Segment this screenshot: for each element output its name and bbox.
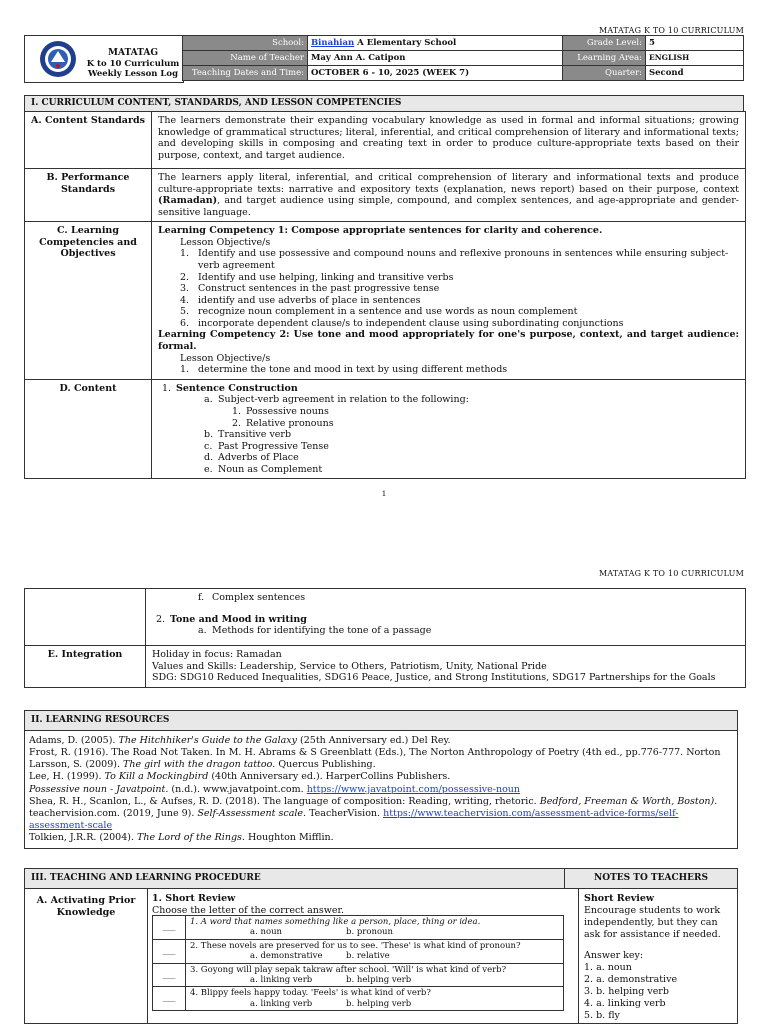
objective-4: 4. identify and use adverbs of place in sentences: [180, 294, 421, 306]
content-item-b: b. Transitive verb: [204, 429, 292, 441]
resource-6: Shea, R. H., Scanlon, L., & Aufses, R. D. (2018). The language of composition: Reading, writing, rhetoric. Bedford, Freeman & Worth, Boston).: [29, 795, 718, 807]
objectives-list-2: [158, 364, 739, 376]
perf-text-bold: (Ramadan): [158, 195, 218, 207]
answer-list: [584, 962, 732, 1023]
question-choices: [190, 927, 559, 937]
activating-cell: [147, 888, 579, 1024]
content-item-a: a. Subject-verb agreement in relation to the following:: [204, 394, 469, 406]
question-text-block: [186, 916, 563, 939]
content-cell: [152, 379, 746, 479]
question-text-block: [186, 964, 563, 987]
area-label: Learning Area:: [563, 51, 646, 66]
performance-standards-text: [152, 168, 746, 221]
perf-text-1: The learners apply literal, inferential, and critical comprehension of literary and informational texts and produce culture-appropriate texts: narrative and expository texts (explanation, news report) based on their purpose, context: [158, 171, 739, 195]
objectives-list-1: [158, 248, 739, 329]
content-continued-table: [24, 588, 746, 688]
logo-cell: [24, 35, 184, 83]
review-title: 1. Short Review: [152, 892, 236, 904]
question-text: 4. Blippy feels happy today. 'Feels' is what kind of verb?: [190, 988, 431, 999]
perf-text-2: , and target audience using simple, compound, and complex sentences, and age-appropriate and gender-sensitive language.: [158, 195, 739, 218]
question-choices: [190, 975, 559, 985]
procedure-header-row: [24, 868, 738, 889]
section-curriculum: [24, 95, 744, 479]
teachervision-link[interactable]: https://www.teachervision.com/assessment-advice-forms/self-assessment-scale: [29, 807, 679, 832]
procedure-title: III. TEACHING AND LEARNING PROCEDURE: [24, 868, 565, 889]
answer-blank[interactable]: ___: [153, 964, 186, 987]
performance-standards-label: B. Performance Standards: [25, 168, 152, 221]
content-item-2: 2. Tone and Mood in writing: [156, 613, 307, 625]
objective-2: 2. Identify and use helping, linking and transitive verbs: [180, 271, 454, 283]
deped-seal-icon: [39, 40, 77, 78]
page-number: 1: [381, 489, 387, 498]
objective-5: 5. recognize noun complement in a sentence and use words as noun complement: [180, 306, 578, 318]
objective-label-2: Lesson Objective/s: [180, 352, 271, 364]
resource-4: Lee, H. (1999). To Kill a Mockingbird (40th Anniversary ed.). HarperCollins Publishers.: [29, 771, 451, 783]
objective-3: 3. Construct sentences in the past progressive tense: [180, 283, 440, 295]
answer-item: 5. b. fly: [584, 1010, 620, 1022]
question-choices: [190, 999, 559, 1009]
resource-7: teachervision.com. (2019, June 9). Self-Assessment scale. TeacherVision. https://www.teachervision.com/assessment-advice-forms/self-assessment-scale: [29, 807, 679, 832]
content-standards-text: The learners demonstrate their expanding vocabulary knowledge as used in formal and informal situations; growing knowledge of grammatical structures; literal, inferential, and critical comprehension of literary and informational texts; and developing skills in composing and creating text in order to produce culture-appropriate texts based on their purpose, context, and target audience.: [152, 111, 746, 168]
integration-label: E. Integration: [25, 646, 146, 688]
content-item-1: 1. Sentence Construction: [162, 382, 298, 394]
competencies-label: C. Learning Competencies and Objectives: [25, 222, 152, 380]
content-continued-cell: [146, 589, 746, 646]
resources-title: II. LEARNING RESOURCES: [24, 710, 738, 731]
question-row: [152, 986, 564, 1011]
header-block: [24, 35, 744, 83]
section1-title: I. CURRICULUM CONTENT, STANDARDS, AND LESSON COMPETENCIES: [24, 95, 744, 112]
school-value-rest: A Elementary School: [354, 37, 457, 48]
content-item-d: d. Adverbs of Place: [204, 452, 299, 464]
notes-head: Short Review: [584, 892, 655, 904]
answer-item: 4. a. linking verb: [584, 998, 666, 1010]
grade-label: Grade Level:: [563, 36, 646, 51]
integration-cell: [146, 646, 746, 688]
resource-8: Tolkien, J.R.R. (2004). The Lord of the Rings. Houghton Mifflin.: [29, 832, 334, 844]
choice-a[interactable]: a. linking verb: [250, 974, 313, 985]
competency-2: Learning Competency 2: Use tone and mood appropriately for one's purpose, context, and target audience: formal.: [158, 329, 739, 353]
question-text: 2. These novels are preserved for us to see. 'These' is what kind of pronoun?: [190, 940, 521, 951]
question-text-block: [186, 940, 563, 963]
content-item-2a: a. Methods for identifying the tone of a passage: [198, 625, 432, 637]
answer-blank[interactable]: ___: [153, 916, 186, 939]
content-item-f: f. Complex sentences: [198, 592, 306, 603]
integration-line-2: Values and Skills: Leadership, Service to Others, Patriotism, Unity, National Pride: [152, 660, 547, 672]
school-label: School:: [183, 36, 308, 51]
answer-blank[interactable]: ___: [153, 940, 186, 963]
integration-line-1: Holiday in focus: Ramadan: [152, 649, 282, 660]
resource-2: Frost, R. (1916). The Road Not Taken. In M. H. Abrams & S Greenblatt (Eds.), The Norton Anthropology of Poetry (4th ed., pp.776-777. Norton: [29, 747, 721, 759]
question-text: 1. A word that names something like a person, place, thing or idea.: [190, 917, 481, 928]
dates-label: Teaching Dates and Time:: [183, 66, 308, 81]
procedure-body-row: [24, 888, 738, 1024]
review-instructions: Choose the letter of the correct answer.: [152, 904, 345, 916]
section-procedure: [24, 868, 738, 1024]
area-value: ENGLISH: [646, 51, 744, 66]
choice-b[interactable]: b. pronoun: [346, 927, 394, 938]
header-table: [182, 35, 744, 81]
question-text-block: [186, 987, 563, 1010]
question-choices: [190, 951, 559, 961]
quarter-label: Quarter:: [563, 66, 646, 81]
choice-b[interactable]: b. helping verb: [346, 974, 412, 985]
logo-sub1: K to 10 Curriculum: [86, 59, 180, 69]
resource-1: Adams, D. (2005). The Hitchhiker's Guide to the Galaxy (25th Anniversary ed.) Del Rey.: [29, 734, 451, 746]
choice-a[interactable]: a. linking verb: [250, 998, 313, 1009]
competency-1: Learning Competency 1: Compose appropriate sentences for clarity and coherence.: [158, 225, 603, 237]
teacher-value: May Ann A. Catipon: [308, 51, 563, 66]
school-value: [308, 36, 563, 51]
objective2-1: 1. determine the tone and mood in text by using different methods: [180, 364, 508, 376]
section1-table: [24, 111, 746, 479]
choice-a[interactable]: a. demonstrative: [250, 951, 323, 962]
logo-title: MATATAG: [107, 48, 159, 58]
objective-label-1: Lesson Objective/s: [180, 236, 271, 248]
school-link[interactable]: Binahian: [311, 37, 355, 48]
answer-blank[interactable]: ___: [153, 987, 186, 1010]
empty-label-cell: [25, 589, 146, 646]
answer-item: 2. a. demonstrative: [584, 973, 678, 985]
grade-value: 5: [646, 36, 744, 51]
content-item-a1: 1. Possessive nouns: [232, 405, 329, 417]
teacher-label: Name of Teacher: [183, 51, 308, 66]
choice-b[interactable]: b. helping verb: [346, 998, 412, 1009]
resource-5: Possessive noun - Javatpoint. (n.d.). www.javatpoint.com. https://www.javatpoint.com/possessive-noun: [29, 783, 521, 795]
integration-line-3: SDG: SDG10 Reduced Inequalities, SDG16 Peace, Justice, and Strong Institutions, SDG17 Partnerships for the Goals: [152, 672, 716, 684]
objective-1: 1. Identify and use possessive and compound nouns and reflexive pronouns in sentences while ensuring subject-verb agreement: [180, 248, 729, 272]
content-item-e: e. Noun as Complement: [204, 463, 323, 475]
content-item-a2: 2. Relative pronouns: [232, 417, 334, 429]
content-label: D. Content: [25, 379, 152, 479]
competencies-cell: [152, 222, 746, 380]
javatpoint-link[interactable]: https://www.javatpoint.com/possessive-noun: [306, 783, 521, 795]
question-row: [152, 915, 564, 940]
choice-a[interactable]: a. noun: [250, 927, 283, 938]
notes-text: Encourage students to work independently, but they can ask for assistance if needed.: [584, 905, 721, 941]
resources-list: [24, 731, 738, 849]
question-text: 3. Goyong will play sepak takraw after school. 'Will' is what kind of verb?: [190, 964, 507, 975]
question-row: [152, 963, 564, 988]
question-row: [152, 939, 564, 964]
answer-item: 3. b. helping verb: [584, 986, 669, 998]
activating-label: A. Activating Prior Knowledge: [24, 888, 148, 1024]
resource-3: Larsson, S. (2009). The girl with the dragon tattoo. Quercus Publishing.: [29, 759, 376, 771]
quarter-value: Second: [646, 66, 744, 81]
curriculum-label: MATATAG K TO 10 CURRICULUM: [598, 26, 744, 35]
choice-b[interactable]: b. relative: [346, 951, 390, 962]
curriculum-label-page2: MATATAG K TO 10 CURRICULUM: [598, 569, 744, 578]
review-questions: [152, 915, 564, 1011]
dates-value: OCTOBER 6 - 10, 2025 (WEEK 7): [308, 66, 563, 81]
notes-cell: [578, 888, 738, 1024]
notes-title: NOTES TO TEACHERS: [564, 868, 738, 889]
section-resources: [24, 710, 738, 849]
answer-key-label: Answer key:: [584, 949, 644, 961]
objective-6: 6. incorporate dependent clause/s to independent clause using subordinating conjunctions: [180, 317, 624, 329]
logo-sub2: Weekly Lesson Log: [87, 69, 179, 79]
content-item-c: c. Past Progressive Tense: [204, 440, 329, 452]
content-standards-label: A. Content Standards: [25, 111, 152, 168]
answer-item: 1. a. noun: [584, 961, 632, 973]
